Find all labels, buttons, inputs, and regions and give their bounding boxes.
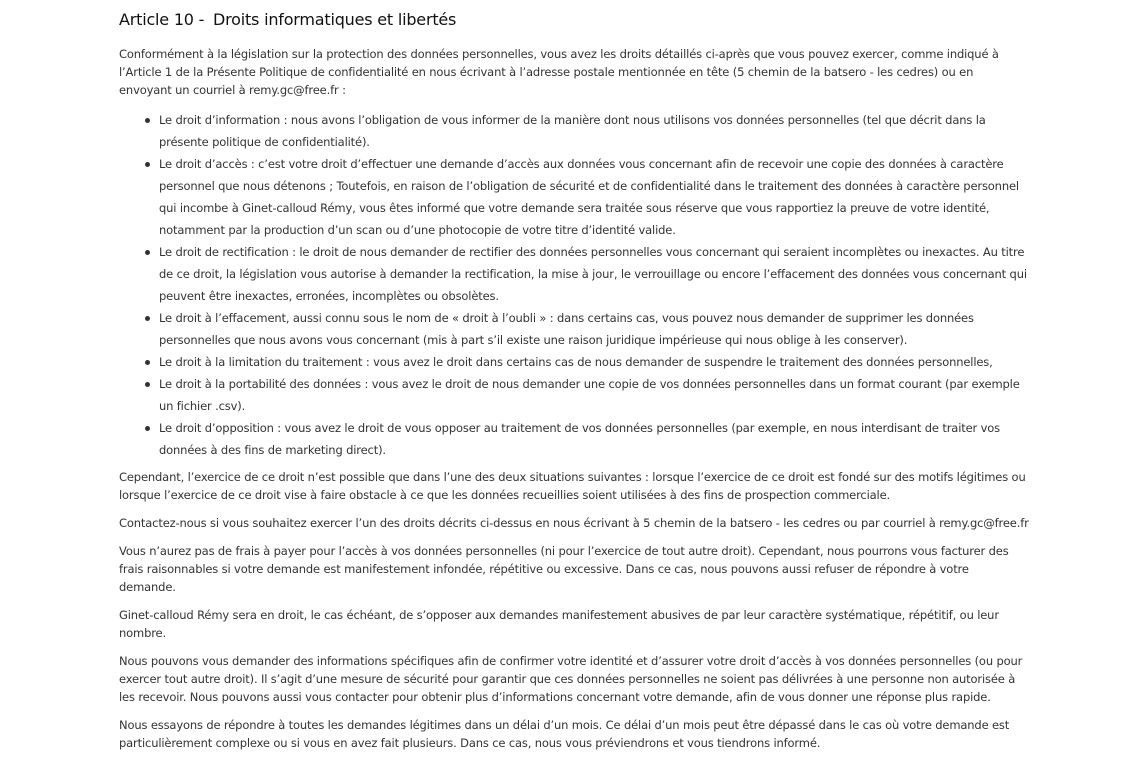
- list-item-text: Le droit d’information : nous avons l’obligation de vous informer de la manière dont nous utilisons vos données personnelles (tel que décrit dans la présente politique de confidentialité).: [159, 113, 986, 149]
- article-title: [119, 8, 1029, 32]
- list-item-text: Le droit d’accès : c’est votre droit d’effectuer une demande d’accès aux données vous concernant afin de recevoir une copie des données à caractère personnel que nous détenons ; Toutefois, en raison de l’obligation de sécurité et de confidentialité dans le traitement des données à caractère personnel qui incombe à Ginet-calloud Rémy, vous êtes informé que votre demande sera traitée sous réserve que vous rapportiez la preuve de votre identité, notamment par la production d’un scan ou d’une photocopie de votre titre d’identité valide.: [159, 157, 1019, 237]
- list-item-limitation: [159, 351, 1029, 373]
- bullet-icon: [145, 250, 150, 255]
- list-item-information: [159, 109, 1029, 153]
- bullet-icon: [145, 118, 150, 123]
- list-item-text: Le droit à l’effacement, aussi connu sous le nom de « droit à l’oubli » : dans certains cas, vous pouvez nous demander de supprimer les données personnelles que nous avons vous concernant (mis à part s’il existe une raison juridique impérieuse qui nous oblige à les conserver).: [159, 311, 974, 347]
- list-item-text: Le droit d’opposition : vous avez le droit de vous opposer au traitement de vos données personnelles (par exemple, en nous interdisant de traiter vos données à des fins de marketing direct).: [159, 421, 1000, 457]
- paragraph-identity-verification: Nous pouvons vous demander des informations spécifiques afin de confirmer votre identité et d’assurer votre droit d’accès à vos données personnelles (ou pour exercer tout autre droit). Il s’agit d’une mesure de sécurité pour garantir que ces données personnelles ne soient pas délivrées à une personne non autorisée à les recevoir. Nous pouvons aussi vous contacter pour obtenir plus d’informations concernant votre demande, afin de vous donner une réponse plus rapide.: [119, 654, 1023, 704]
- bullet-icon: [145, 382, 150, 387]
- article-number: Article 10 -: [119, 10, 205, 29]
- list-item-text: Le droit à la portabilité des données : vous avez le droit de nous demander une copie de vos données personnelles dans un format courant (par exemple un fichier .csv).: [159, 377, 1020, 413]
- list-item-access: [159, 153, 1029, 241]
- list-item-text: Le droit de rectification : le droit de nous demander de rectifier des données personnelles vous concernant qui seraient incomplètes ou inexactes. Au titre de ce droit, la législation vous autorise à demander la rectification, la mise à jour, le verrouillage ou encore l’effacement des données vous concernant qui peuvent être inexactes, erronées, incomplètes ou obsolètes.: [159, 245, 1027, 303]
- bullet-icon: [145, 360, 150, 365]
- paragraph-exercise-conditions: Cependant, l’exercice de ce droit n’est possible que dans l’une des deux situations suivantes : lorsque l’exercice de ce droit est fondé sur des motifs légitimes ou lorsque l’exercice de ce droit vise à faire obstacle à ce que les données recueillies soient utilisées à des fins de prospection commerciale.: [119, 470, 1026, 502]
- article-heading: Droits informatiques et libertés: [213, 10, 457, 29]
- rights-list: [119, 109, 1029, 461]
- paragraph-contact: Contactez-nous si vous souhaitez exercer l’un des droits décrits ci-dessus en nous écrivant à 5 chemin de la batsero - les cedres ou par courriel à remy.gc@free.fr: [119, 516, 1029, 530]
- list-item-portability: [159, 373, 1029, 417]
- bullet-icon: [145, 162, 150, 167]
- list-item-rectification: [159, 241, 1029, 307]
- list-item-text: Le droit à la limitation du traitement : vous avez le droit dans certains cas de nous demander de suspendre le traitement des données personnelles,: [159, 355, 993, 369]
- bullet-icon: [145, 316, 150, 321]
- bullet-icon: [145, 426, 150, 431]
- intro-paragraph: Conformément à la législation sur la protection des données personnelles, vous avez les droits détaillés ci-après que vous pouvez exercer, comme indiqué à l’Article 1 de la Présente Politique de confidentialité en nous écrivant à l’adresse postale mentionnée en tête (5 chemin de la batsero - les cedres) ou en envoyant un courriel à remy.gc@free.fr :: [119, 47, 999, 97]
- paragraph-fees: Vous n’aurez pas de frais à payer pour l’accès à vos données personnelles (ni pour l’exercice de tout autre droit). Cependant, nous pourrons vous facturer des frais raisonnables si votre demande est manifestement infondée, répétitive ou excessive. Dans ce cas, nous pouvons aussi refuser de répondre à votre demande.: [119, 544, 1009, 594]
- paragraph-abusive-requests: Ginet-calloud Rémy sera en droit, le cas échéant, de s’opposer aux demandes manifestement abusives de par leur caractère systématique, répétitif, ou leur nombre.: [119, 608, 999, 640]
- paragraph-response-delay: Nous essayons de répondre à toutes les demandes légitimes dans un délai d’un mois. Ce délai d’un mois peut être dépassé dans le cas où votre demande est particulièrement complexe ou si vous en avez fait plusieurs. Dans ce cas, nous vous préviendrons et vous tiendrons informé.: [119, 718, 1010, 750]
- article-10: [119, 8, 1029, 762]
- list-item-erasure: [159, 307, 1029, 351]
- list-item-opposition: [159, 417, 1029, 461]
